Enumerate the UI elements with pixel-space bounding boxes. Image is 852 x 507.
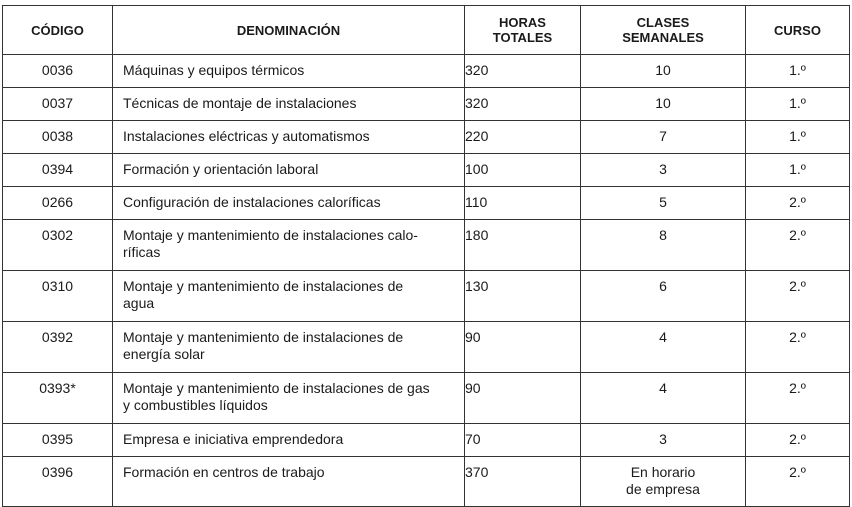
cell-horas: 130 bbox=[465, 271, 581, 322]
cell-denominacion: Configuración de instalaciones caloríficas bbox=[113, 187, 465, 220]
header-codigo: CÓDIGO bbox=[3, 6, 113, 55]
denominacion-line-1: Montaje y mantenimiento de instalaciones de bbox=[123, 329, 404, 345]
cell-codigo: 0394 bbox=[3, 154, 113, 187]
cell-clases: 10 bbox=[581, 55, 746, 88]
table-row bbox=[3, 55, 850, 88]
cell-horas: 320 bbox=[465, 88, 581, 121]
denominacion-line-1: Montaje y mantenimiento de instalaciones de bbox=[123, 278, 404, 294]
cell-clases: 8 bbox=[581, 220, 746, 271]
table-row bbox=[3, 322, 850, 373]
cell-denominacion: Formación y orientación laboral bbox=[113, 154, 465, 187]
table-row bbox=[3, 271, 850, 322]
cell-curso: 1.º bbox=[746, 154, 850, 187]
cell-curso: 1.º bbox=[746, 55, 850, 88]
table-row bbox=[3, 187, 850, 220]
cell-clases: 4 bbox=[581, 373, 746, 424]
cell-codigo: 0396 bbox=[3, 457, 113, 507]
header-denominacion: DENOMINACIÓN bbox=[113, 6, 465, 55]
denominacion-line-2: agua bbox=[123, 295, 155, 311]
cell-horas: 370 bbox=[465, 457, 581, 507]
cell-codigo: 0038 bbox=[3, 121, 113, 154]
cell-denominacion: Instalaciones eléctricas y automatismos bbox=[113, 121, 465, 154]
cell-horas: 100 bbox=[465, 154, 581, 187]
table-row bbox=[3, 220, 850, 271]
cell-curso: 1.º bbox=[746, 88, 850, 121]
header-curso: CURSO bbox=[746, 6, 850, 55]
denominacion-line-2: y combustibles líquidos bbox=[123, 397, 268, 413]
table-row bbox=[3, 121, 850, 154]
clases-line-1: En horario bbox=[630, 464, 696, 480]
header-horas-totales: HORAS TOTALES bbox=[465, 6, 581, 55]
table-row bbox=[3, 154, 850, 187]
header-clases-semanales: CLASES SEMANALES bbox=[581, 6, 746, 55]
cell-horas: 90 bbox=[465, 322, 581, 373]
cell-horas: 90 bbox=[465, 373, 581, 424]
table-row bbox=[3, 457, 850, 507]
cell-curso: 2.º bbox=[746, 271, 850, 322]
cell-codigo: 0037 bbox=[3, 88, 113, 121]
cell-denominacion bbox=[113, 271, 465, 322]
cell-horas: 320 bbox=[465, 55, 581, 88]
denominacion-line-2: ríficas bbox=[123, 244, 161, 260]
cell-curso: 2.º bbox=[746, 373, 850, 424]
cell-denominacion bbox=[113, 220, 465, 271]
cell-clases: 3 bbox=[581, 424, 746, 457]
cell-denominacion bbox=[113, 373, 465, 424]
cell-curso: 2.º bbox=[746, 187, 850, 220]
cell-curso: 2.º bbox=[746, 457, 850, 507]
cell-denominacion: Máquinas y equipos térmicos bbox=[113, 55, 465, 88]
cell-curso: 1.º bbox=[746, 121, 850, 154]
cell-denominacion: Técnicas de montaje de instalaciones bbox=[113, 88, 465, 121]
table-header-row bbox=[3, 6, 850, 55]
cell-horas: 110 bbox=[465, 187, 581, 220]
cell-clases: 5 bbox=[581, 187, 746, 220]
cell-codigo: 0395 bbox=[3, 424, 113, 457]
cell-horas: 220 bbox=[465, 121, 581, 154]
cell-curso: 2.º bbox=[746, 424, 850, 457]
cell-clases: 3 bbox=[581, 154, 746, 187]
cell-clases: 7 bbox=[581, 121, 746, 154]
cell-clases: 10 bbox=[581, 88, 746, 121]
cell-denominacion bbox=[113, 322, 465, 373]
table-row bbox=[3, 373, 850, 424]
cell-denominacion: Formación en centros de trabajo bbox=[113, 457, 465, 507]
table-row bbox=[3, 424, 850, 457]
cell-curso: 2.º bbox=[746, 322, 850, 373]
cell-horas: 180 bbox=[465, 220, 581, 271]
cell-codigo: 0036 bbox=[3, 55, 113, 88]
cell-clases bbox=[581, 457, 746, 507]
modules-table bbox=[2, 5, 850, 507]
clases-line-2: de empresa bbox=[626, 481, 700, 497]
cell-curso: 2.º bbox=[746, 220, 850, 271]
cell-clases: 4 bbox=[581, 322, 746, 373]
cell-clases: 6 bbox=[581, 271, 746, 322]
cell-codigo: 0302 bbox=[3, 220, 113, 271]
cell-codigo: 0266 bbox=[3, 187, 113, 220]
table-row bbox=[3, 88, 850, 121]
cell-denominacion: Empresa e iniciativa emprendedora bbox=[113, 424, 465, 457]
cell-codigo: 0310 bbox=[3, 271, 113, 322]
cell-horas: 70 bbox=[465, 424, 581, 457]
denominacion-line-1: Montaje y mantenimiento de instalaciones de gas bbox=[123, 380, 430, 396]
denominacion-line-2: energía solar bbox=[123, 346, 205, 362]
modules-table-container bbox=[2, 5, 850, 507]
cell-codigo: 0392 bbox=[3, 322, 113, 373]
denominacion-line-1: Montaje y mantenimiento de instalaciones calo- bbox=[123, 227, 418, 243]
cell-codigo: 0393* bbox=[3, 373, 113, 424]
